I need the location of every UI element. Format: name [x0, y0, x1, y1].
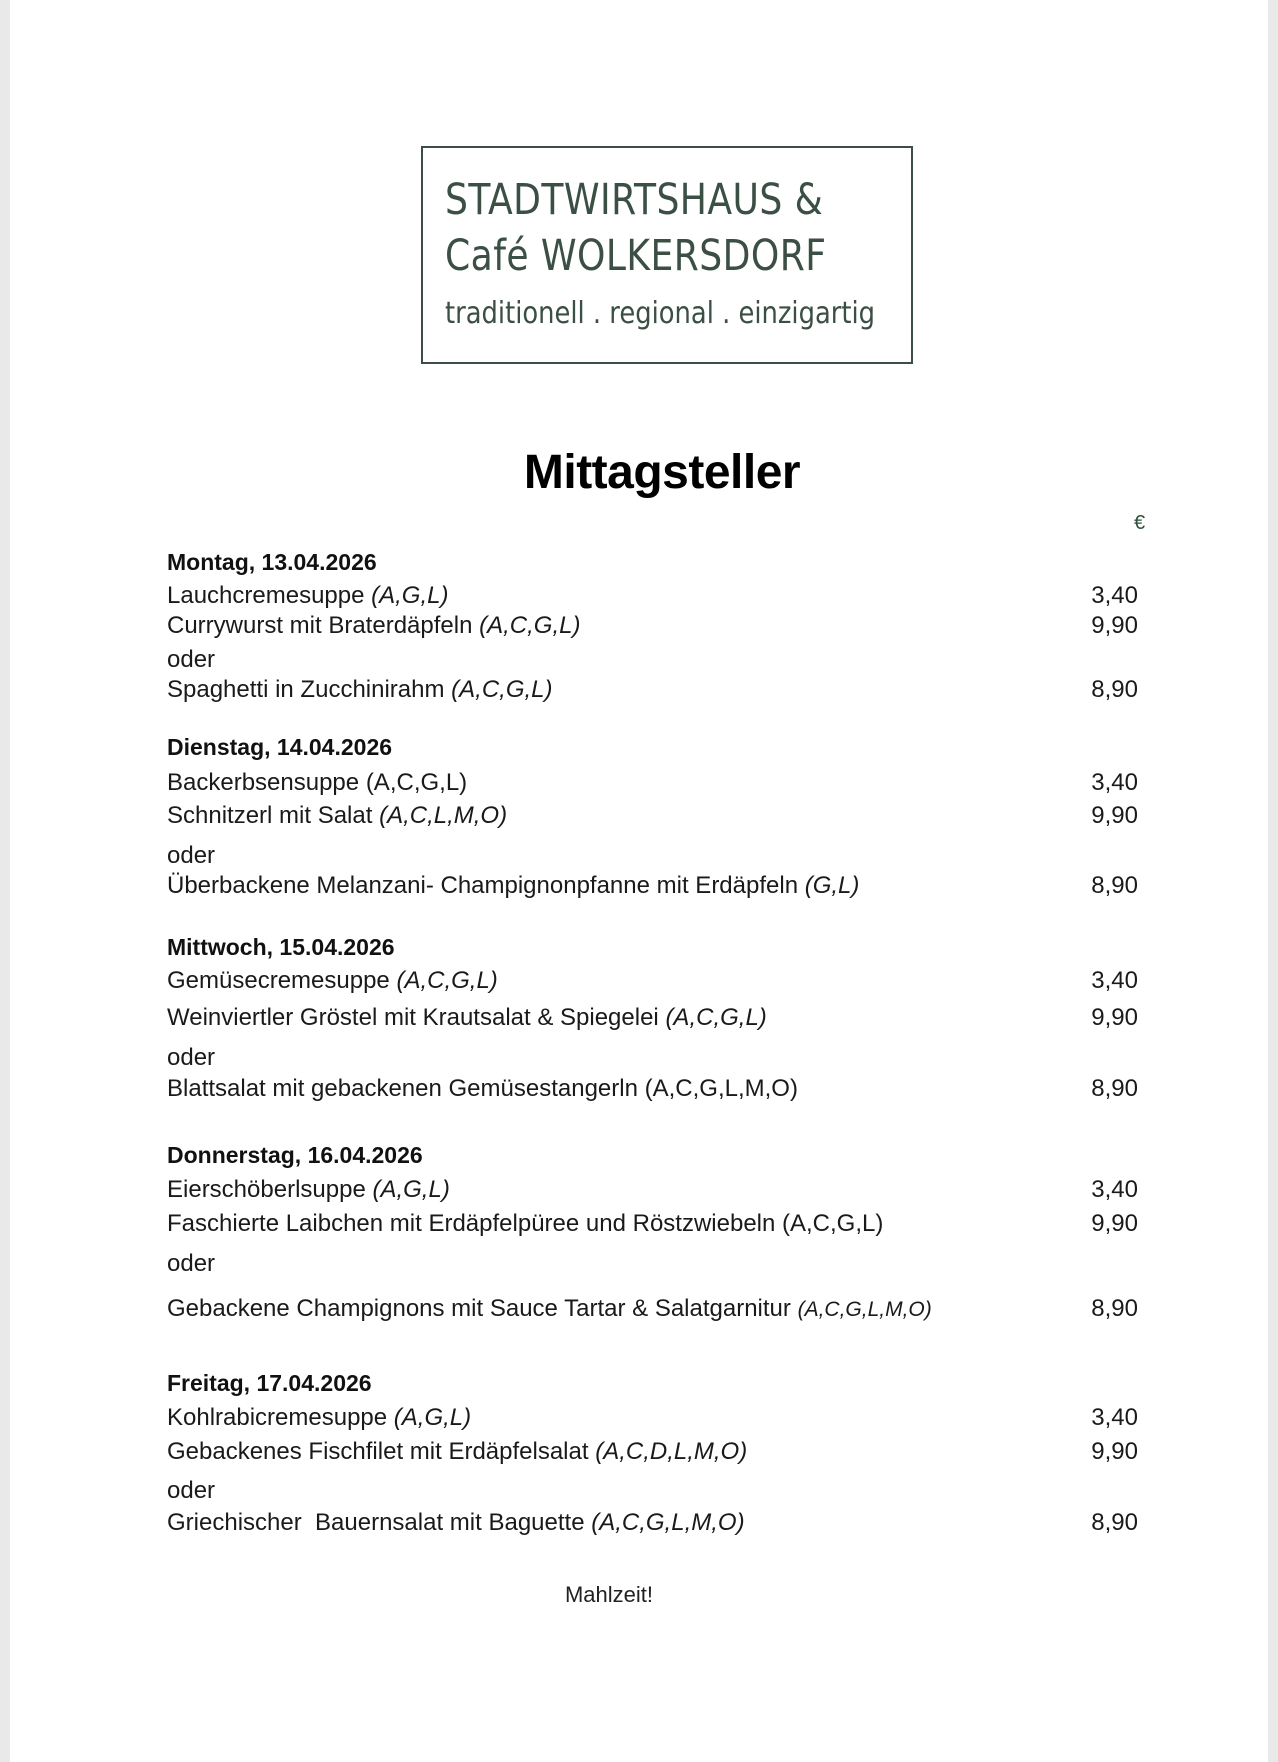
soup-wednesday: [167, 967, 498, 995]
price-main2-wednesday: 8,90: [1091, 1075, 1138, 1102]
dish-name: Weinviertler Gröstel mit Krautsalat & Spiegelei: [167, 1004, 659, 1031]
dish-name: Faschierte Laibchen mit Erdäpfelpüree und Röstzwiebeln: [167, 1210, 776, 1237]
allergen-codes: (A,C,G,L): [479, 612, 581, 639]
price-soup-thursday: 3,40: [1091, 1176, 1138, 1203]
price-soup-monday: 3,40: [1091, 582, 1138, 609]
dish-name: Lauchcremesuppe: [167, 582, 365, 609]
allergen-codes: (A,C,G,L): [451, 676, 553, 703]
dish-name: Überbackene Melanzani- Champignonpfanne mit Erdäpfeln: [167, 872, 799, 899]
main1-friday: [167, 1438, 747, 1466]
main2-tuesday: [167, 872, 859, 900]
day-heading-tuesday: Dienstag, 14.04.2026: [167, 734, 393, 760]
price-main1-wednesday: 9,90: [1091, 1004, 1138, 1031]
soup-friday: [167, 1404, 471, 1432]
day-heading-thursday: Donnerstag, 16.04.2026: [167, 1142, 423, 1168]
allergen-codes: (A,C,G,L,M,O): [591, 1509, 745, 1536]
dish-name: Gebackenes Fischfilet mit Erdäpfelsalat: [167, 1438, 589, 1465]
soup-tuesday: [167, 769, 467, 797]
main2-friday: [167, 1509, 745, 1537]
price-main1-friday: 9,90: [1091, 1438, 1138, 1465]
price-main1-thursday: 9,90: [1091, 1210, 1138, 1237]
menu-page: [10, 0, 1268, 1762]
day-heading-friday: Freitag, 17.04.2026: [167, 1370, 372, 1396]
main2-thursday: [167, 1295, 932, 1323]
main2-wednesday: [167, 1075, 798, 1103]
or-separator: oder: [167, 842, 216, 869]
allergen-codes: (A,C,G,L,M,O): [797, 1298, 932, 1321]
allergen-codes: (A,G,L): [372, 1176, 450, 1203]
price-main2-monday: 8,90: [1091, 676, 1138, 703]
allergen-codes: (A,C,G,L,M,O): [644, 1075, 798, 1102]
price-soup-wednesday: 3,40: [1091, 967, 1138, 994]
or-separator: oder: [167, 1250, 216, 1277]
price-main1-monday: 9,90: [1091, 612, 1138, 639]
dish-name: Currywurst mit Braterdäpfeln: [167, 612, 473, 639]
dish-name: Gebackene Champignons mit Sauce Tartar & Salatgarnitur: [167, 1295, 791, 1322]
allergen-codes: (A,C,G,L): [396, 967, 498, 994]
logo-brand-line-2: Café WOLKERSDORF: [445, 231, 827, 281]
price-main2-thursday: 8,90: [1091, 1295, 1138, 1322]
allergen-codes: (A,C,G,L): [665, 1004, 767, 1031]
currency-symbol: €: [1134, 512, 1146, 534]
or-separator: oder: [167, 646, 216, 673]
logo-tagline: traditionell . regional . einzigartig: [445, 296, 876, 331]
logo-brand-line-1: STADTWIRTSHAUS &: [445, 175, 824, 225]
dish-name: Schnitzerl mit Salat: [167, 802, 373, 829]
soup-monday: [167, 582, 448, 610]
or-separator: oder: [167, 1044, 216, 1071]
allergen-codes: (A,C,G,L): [782, 1210, 884, 1237]
dish-name: Griechischer Bauernsalat mit Baguette: [167, 1509, 585, 1536]
price-main2-tuesday: 8,90: [1091, 872, 1138, 899]
soup-thursday: [167, 1176, 450, 1204]
allergen-codes: (A,G,L): [371, 582, 449, 609]
price-main2-friday: 8,90: [1091, 1509, 1138, 1536]
dish-name: Spaghetti in Zucchinirahm: [167, 676, 445, 703]
allergen-codes: (A,C,L,M,O): [379, 802, 508, 829]
main1-thursday: [167, 1210, 883, 1238]
day-heading-wednesday: Mittwoch, 15.04.2026: [167, 934, 395, 960]
allergen-codes: (A,C,D,L,M,O): [595, 1438, 748, 1465]
dish-name: Gemüsecremesuppe: [167, 967, 390, 994]
dish-name: Kohlrabicremesuppe: [167, 1404, 388, 1431]
price-soup-tuesday: 3,40: [1091, 769, 1138, 796]
main1-wednesday: [167, 1004, 767, 1032]
main1-tuesday: [167, 802, 507, 830]
logo: [421, 146, 913, 364]
or-separator: oder: [167, 1477, 216, 1504]
allergen-codes: (A,G,L): [393, 1404, 472, 1431]
allergen-codes: (G,L): [804, 872, 860, 899]
dish-name: Blattsalat mit gebackenen Gemüsestangerln: [167, 1075, 638, 1102]
price-main1-tuesday: 9,90: [1091, 802, 1138, 829]
closing-greeting: Mahlzeit!: [564, 1582, 654, 1607]
dish-name: Backerbsensuppe: [167, 769, 360, 796]
allergen-codes: (A,C,G,L): [365, 769, 468, 796]
main1-monday: [167, 612, 580, 640]
menu-title: Mittagsteller: [523, 446, 801, 499]
dish-name: Eierschöberlsuppe: [167, 1176, 366, 1203]
price-soup-friday: 3,40: [1091, 1404, 1138, 1431]
main2-monday: [167, 676, 553, 704]
day-heading-monday: Montag, 13.04.2026: [167, 549, 377, 575]
